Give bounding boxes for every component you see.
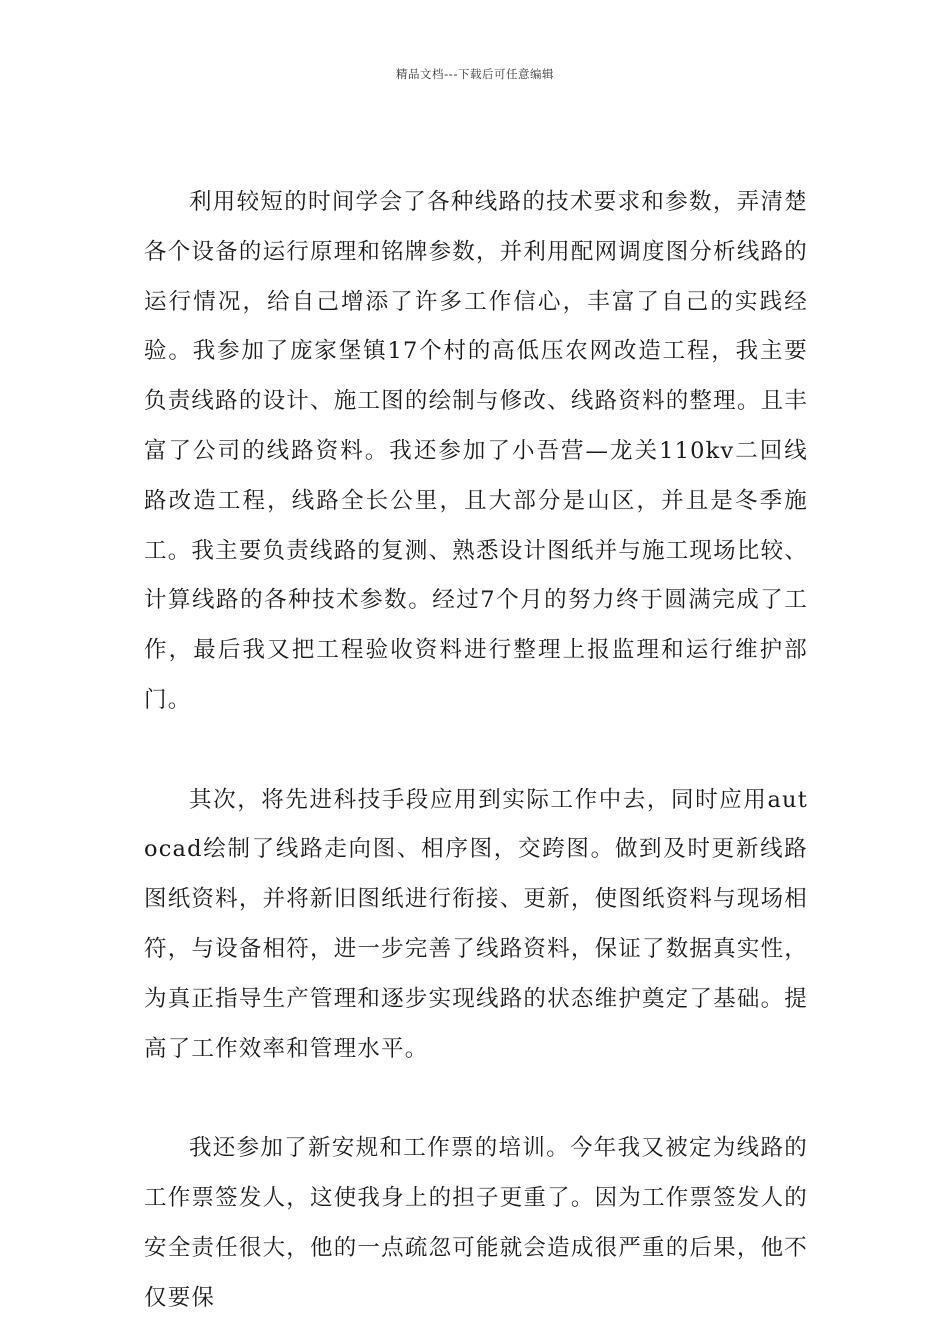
paragraph-1: 利用较短的时间学会了各种线路的技术要求和参数，弄清楚各个设备的运行原理和铭牌参数，并利用配网调度图分析线路的运行情况，给自己增添了许多工作信心，丰富了自己的实践经验。我参加了庞家堡镇17个村的高低压农网改造工程，我主要负责线路的设计、施工图的绘制与修改、线路资料的整理。且丰富了公司的线路资料。我还参加了小吾营—龙关110kv二回线路改造工程，线路全长公里，且大部分是山区，并且是冬季施工。我主要负责线路的复测、熟悉设计图纸并与施工现场比较、计算线路的各种技术参数。经过7个月的努力终于圆满完成了工作，最后我又把工程验收资料进行整理上报监理和运行维护部门。 bbox=[144, 189, 808, 713]
paragraph-3: 我还参加了新安规和工作票的培训。今年我又被定为线路的工作票签发人，这使我身上的担子更重了。因为工作票签发人的安全责任很大，他的一点疏忽可能就会造成很严重的后果，他不仅要保 bbox=[144, 1135, 808, 1311]
paragraph-2: 其次，将先进科技手段应用到实际工作中去，同时应用autocad绘制了线路走向图、相序图，交跨图。做到及时更新线路图纸资料，并将新旧图纸进行衔接、更新，使图纸资料与现场相符，与设备相符，进一步完善了线路资料，保证了数据真实性，为真正指导生产管理和逐步实现线路的状态维护奠定了基础。提高了工作效率和管理水平。 bbox=[144, 786, 808, 1062]
page-header: 精品文档---下载后可任意编辑 bbox=[396, 67, 554, 81]
document-body bbox=[144, 178, 808, 1323]
